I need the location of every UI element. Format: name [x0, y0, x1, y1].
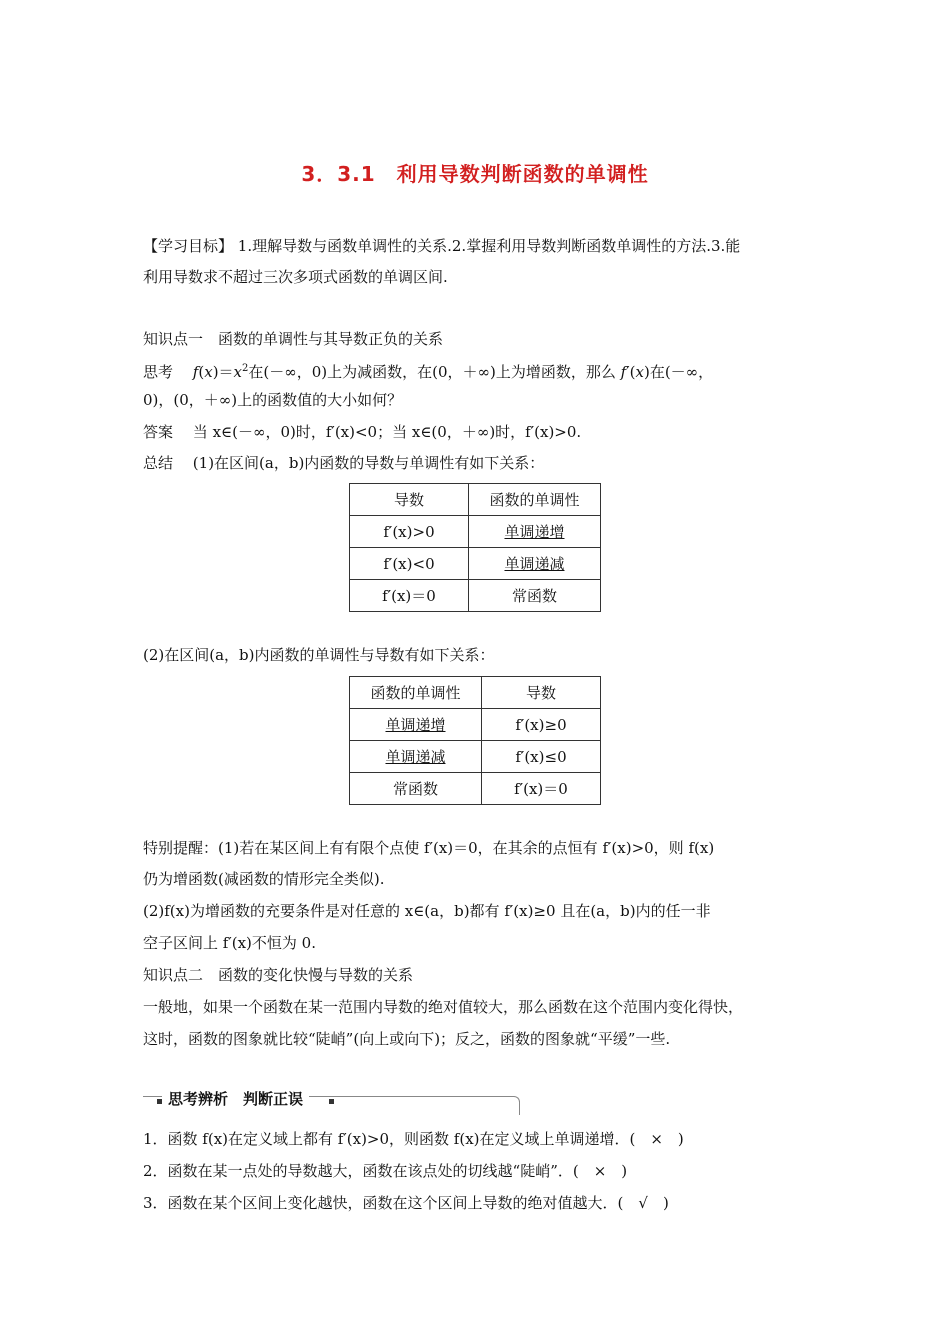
objectives-line-2: 利用导数求不超过三次多项式函数的单调区间. — [143, 268, 448, 286]
table-cell: 常函数 — [469, 580, 601, 612]
kp1-think-line-2: 0)，(0，＋∞)上的函数值的大小如何？ — [143, 391, 403, 409]
table-cell: f′(x)>0 — [350, 516, 469, 548]
think-label: 思考 — [143, 363, 174, 381]
kp2-line-1: 一般地，如果一个函数在某一范围内导数的绝对值较大，那么函数在这个范围内变化得快， — [143, 998, 744, 1016]
answer-label: 答案 — [143, 423, 174, 441]
think-text-b: 在(－∞， — [649, 363, 714, 381]
table-header-cell: 函数的单调性 — [350, 677, 482, 709]
section-heading: 思考辨析 判断正误 — [162, 1088, 309, 1109]
table-monotonicity-to-derivative — [349, 676, 601, 805]
answer-text: 当 x∈(－∞，0)时，f′(x)<0；当 x∈(0，＋∞)时，f′(x)>0. — [192, 423, 582, 441]
table-cell: f′(x)＝0 — [482, 773, 601, 805]
table-header-row — [350, 484, 601, 516]
summary-label: 总结 — [143, 454, 174, 472]
kp2-line-2: 这时，函数的图象就比较“陡峭”(向上或向下)；反之，函数的图象就“平缓”一些. — [143, 1030, 671, 1048]
table-row — [350, 773, 601, 805]
part2-text: (2)在区间(a，b)内函数的单调性与导数有如下关系： — [143, 646, 495, 664]
think-text-a: 在(－∞，0)上为减函数，在(0，＋∞)上为增函数，那么 — [248, 363, 616, 381]
reminder-line-4: 空子区间上 f′(x)不恒为 0. — [143, 934, 316, 952]
table-derivative-to-monotonicity — [349, 483, 601, 612]
judgment-item: 2．函数在某一点处的导数越大，函数在该点处的切线越“陡峭”．( × ) — [143, 1162, 628, 1180]
summary-text: (1)在区间(a，b)内函数的导数与单调性有如下关系： — [192, 454, 545, 472]
table-row — [350, 548, 601, 580]
think-derivative: f′(x) — [620, 363, 650, 381]
kp1-heading: 知识点一 函数的单调性与其导数正负的关系 — [143, 330, 444, 348]
kp1-answer — [143, 417, 813, 447]
table-header-row — [350, 677, 601, 709]
judgment-item: 3．函数在某个区间上变化越快，函数在这个区间上导数的绝对值越大．( √ ) — [143, 1194, 669, 1212]
objectives-line-1 — [143, 231, 813, 261]
kp2-heading: 知识点二 函数的变化快慢与导数的关系 — [143, 966, 414, 984]
kp1-think-line-1 — [143, 354, 813, 384]
objectives-text-1: 1.理解导数与函数单调性的关系.2.掌握利用导数判断函数单调性的方法.3.能 — [237, 237, 741, 255]
table-header-cell: 导数 — [350, 484, 469, 516]
table-row — [350, 516, 601, 548]
table-cell: 常函数 — [350, 773, 482, 805]
reminder-line-1: 特别提醒：(1)若在某区间上有有限个点使 f′(x)＝0，在其余的点恒有 f′(x)>0，则 f(x) — [143, 839, 715, 857]
table-cell: 单调递减 — [469, 548, 601, 580]
table-row — [350, 741, 601, 773]
table-cell: f′(x)≥0 — [482, 709, 601, 741]
reminder-line-2: 仍为增函数(减函数的情形完全类似). — [143, 870, 385, 888]
section-bullet-icon — [329, 1099, 334, 1104]
reminder-line-3: (2)f(x)为增函数的充要条件是对任意的 x∈(a，b)都有 f′(x)≥0 且在(a，b)内的任一非 — [143, 902, 711, 920]
table-cell: f′(x)<0 — [350, 548, 469, 580]
table-cell: f′(x)＝0 — [350, 580, 469, 612]
think-formula: $f(x)=x^2$ — [192, 363, 249, 381]
table-row — [350, 580, 601, 612]
table-cell: 单调递增 — [469, 516, 601, 548]
table-header-cell: 导数 — [482, 677, 601, 709]
objectives-label: 【学习目标】 — [143, 237, 234, 255]
kp1-summary — [143, 448, 813, 478]
table-header-cell: 函数的单调性 — [469, 484, 601, 516]
table-cell: 单调递减 — [350, 741, 482, 773]
table-cell: 单调递增 — [350, 709, 482, 741]
judgment-item: 1．函数 f(x)在定义域上都有 f′(x)>0，则函数 f(x)在定义域上单调递增．( × ) — [143, 1130, 684, 1148]
table-row — [350, 709, 601, 741]
page-title: 3．3.1 利用导数判断函数的单调性 — [301, 162, 649, 186]
table-cell: f′(x)≤0 — [482, 741, 601, 773]
